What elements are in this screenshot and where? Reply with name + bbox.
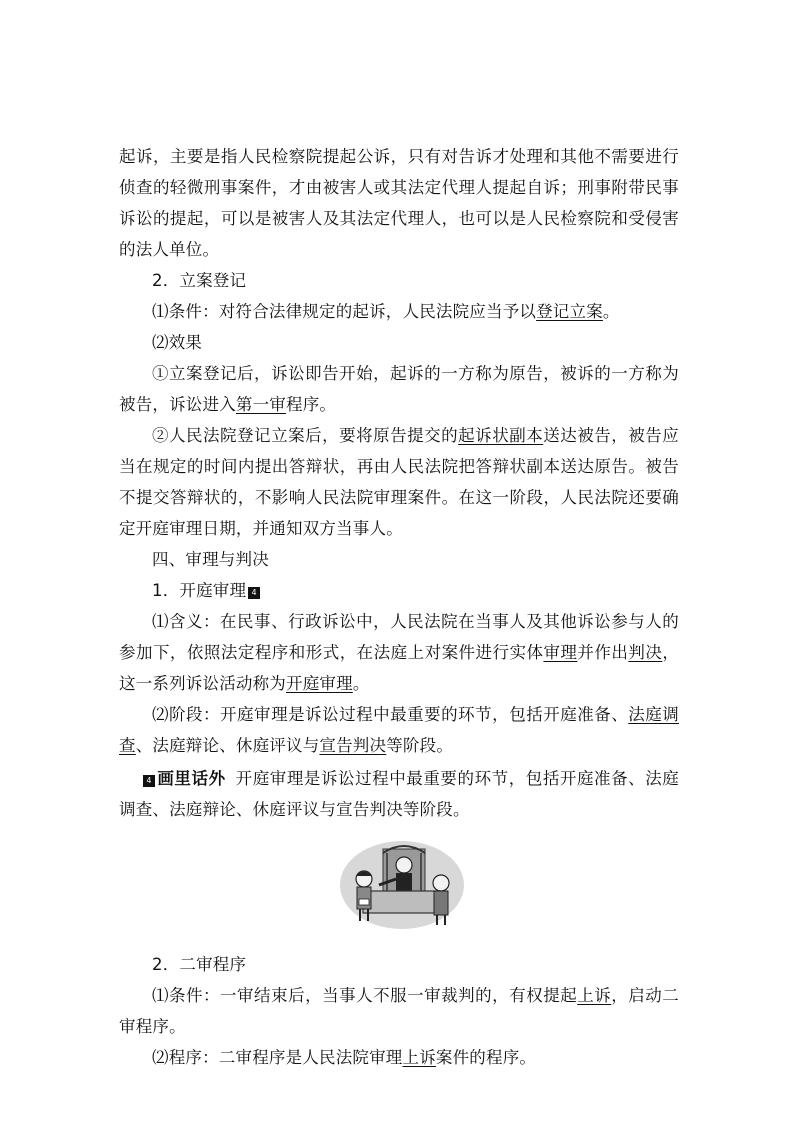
underlined-term: 起诉状副本 [458,426,544,445]
paragraph-prosecution: 起诉，主要是指人民检察院提起公诉，只有对告诉才处理和其他不需要进行侦查的轻微刑事案件，才由被害人或其法定代理人提起自诉；刑事附带民事诉讼的提起，可以是被害人及其法定代理人，也可以是人民检察院和受侵害的法人单位。 [119,147,679,259]
courtroom-illustration [339,839,465,931]
note-marker-icon: 4 [248,587,260,599]
heading-court-hearing: 1．开庭审理 4 [119,575,679,606]
paragraph-effect-2: ②人民法院登记立案后，要将原告提交的起诉状副本送达被告，被告应当在规定的时间内提出答辩状，再由人民法院把答辩状副本送达原告。被告不提交答辩状的，不影响人民法院审理案件。在这一阶段，人民法院还要确定开庭审理日期，并通知双方当事人。 [119,426,679,538]
note-marker-icon: 4 [143,775,155,787]
paragraph-effect-1: ①立案登记后，诉讼即告开始，起诉的一方称为原告，被诉的一方称为被告，诉讼进入第一审程序。 [119,364,679,414]
document-page [119,141,679,1073]
sidebar-title: 画里话外 [157,769,226,788]
paragraph-hearing-stages: ⑵阶段：开庭审理是诉讼过程中最重要的环节，包括开庭准备、法庭调查、法庭辩论、休庭评议与宣告判决等阶段。 [119,705,679,755]
heading-trial-judgment: 四、审理与判决 [152,550,269,569]
paragraph-registration-condition: ⑴条件：对符合法律规定的起诉，人民法院应当予以登记立案。 [152,302,620,321]
label-effect: ⑵效果 [152,333,203,352]
underlined-term: 上诉 [577,986,612,1005]
underlined-term: 判决 [628,643,663,662]
paragraph-hearing-meaning: ⑴含义：在民事、行政诉讼中，人民法院在当事人及其他诉讼参与人的参加下，依照法定程序和形式，在法庭上对案件进行实体审理并作出判决，这一系列诉讼活动称为开庭审理。 [119,612,680,693]
heading-case-registration: 2．立案登记 [152,271,247,290]
underlined-term: 审理 [543,643,578,662]
underlined-term: 第一审 [235,395,287,414]
underlined-term: 宣告判决 [319,736,387,755]
paragraph-second-instance-procedure: ⑵程序：二审程序是人民法院审理上诉案件的程序。 [152,1048,537,1067]
underlined-term: 开庭审理 [286,674,353,693]
sidebar-note: 4 画里话外 开庭审理是诉讼过程中最重要的环节，包括开庭准备、法庭调查、法庭辩论、休庭评议与宣告判决等阶段。 [119,769,679,819]
paragraph-second-instance-condition: ⑴条件：一审结束后，当事人不服一审裁判的，有权提起上诉，启动二审程序。 [119,986,679,1036]
heading-second-instance: 2．二审程序 [152,955,247,974]
underlined-term: 法庭调查 [119,705,679,755]
underlined-term: 登记立案 [536,302,603,321]
underlined-term: 上诉 [402,1048,436,1067]
